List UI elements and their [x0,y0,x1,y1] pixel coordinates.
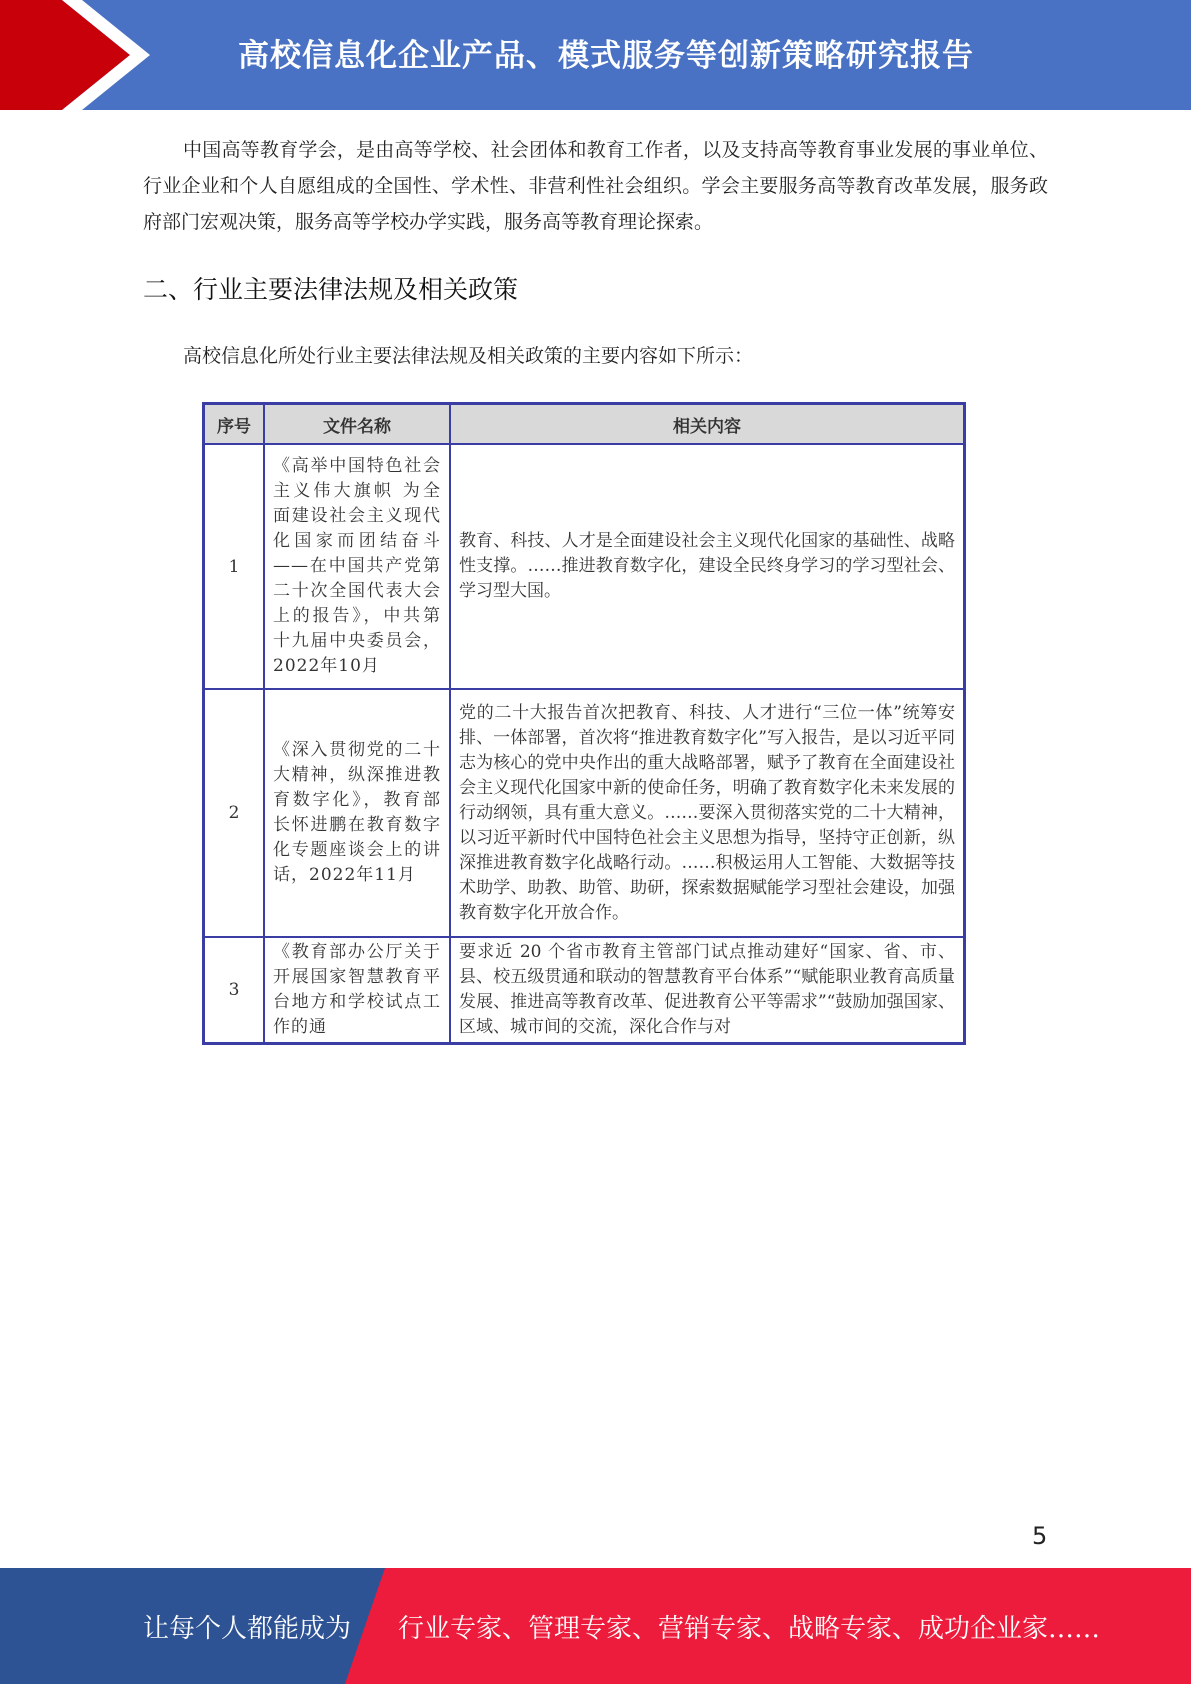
row-content [450,937,965,1044]
body-paragraph: 中国高等教育学会，是由高等学校、社会团体和教育工作者，以及支持高等教育事业发展的事业单位、行业企业和个人自愿组成的全国性、学术性、非营利性社会组织。学会主要服务高等教育改革发展，服务政府部门宏观决策，服务高等学校办学实践，服务高等教育理论探索。 [143,139,1048,233]
table-header-row [204,404,965,445]
row-doc: 《高举中国特色社会主义伟大旗帜 为全面建设社会主义现代化国家而团结奋斗——在中国共产党第二十次全国代表大会上的报告》，中共第十九届中央委员会，2022年10月 [264,444,450,689]
policy-table [202,402,966,1045]
row-num: 2 [204,689,265,937]
body-content [143,132,1048,240]
table-intro: 高校信息化所处行业主要法律法规及相关政策的主要内容如下所示： [183,345,754,367]
header-title: 高校信息化企业产品、模式服务等创新策略研究报告 [238,38,974,74]
header-num: 序号 [204,404,265,445]
page-number: 5 [1032,1522,1048,1550]
header-doc: 文件名称 [264,404,450,445]
page-footer [0,1568,1191,1684]
header-arrow-decoration [0,0,200,110]
footer-slogan-left: 让每个人都能成为 [143,1614,352,1644]
row-doc: 《深入贯彻党的二十大精神，纵深推进教育数字化》，教育部长怀进鹏在教育数字化专题座谈会上的讲话，2022年11月 [264,689,450,937]
table-row [204,937,965,1044]
footer-slogan-right: 行业专家、管理专家、营销专家、战略专家、成功企业家…… [398,1614,1101,1644]
row-doc [264,937,450,1044]
row-num: 1 [204,444,265,689]
row-content-text: 要求近 20 个省市教育主管部门试点推动建好“国家、省、市、县、校五级贯通和联动的智慧教育平台体系”“赋能职业教育高质量发展、推进高等教育改革、促进教育公平等需求”“鼓励加强国家、区域、城市间的交流，深化合作与对 [459,942,955,1037]
table-row [204,689,965,937]
row-num: 3 [204,937,265,1044]
table-row [204,444,965,689]
section-heading: 二、行业主要法律法规及相关政策 [143,275,519,304]
row-doc-text: 《教育部办公厅关于开展国家智慧教育平台地方和学校试点工作的通 [273,942,441,1037]
row-content: 党的二十大报告首次把教育、科技、人才进行“三位一体”统筹安排、一体部署，首次将“推进教育数字化”写入报告，是以习近平同志为核心的党中央作出的重大战略部署，赋予了教育在全面建设社会主义现代化国家中新的使命任务，明确了教育数字化未来发展的行动纲领，具有重大意义。……要深入贯彻落实党的二十大精神，以习近平新时代中国特色社会主义思想为指导，坚持守正创新，纵深推进教育数字化战略行动。……积极运用人工智能、大数据等技术助学、助教、助管、助研，探索数据赋能学习型社会建设，加强教育数字化开放合作。 [450,689,965,937]
page-header [0,0,1191,110]
row-content: 教育、科技、人才是全面建设社会主义现代化国家的基础性、战略性支撑。……推进教育数字化，建设全民终身学习的学习型社会、学习型大国。 [450,444,965,689]
header-content: 相关内容 [450,404,965,445]
